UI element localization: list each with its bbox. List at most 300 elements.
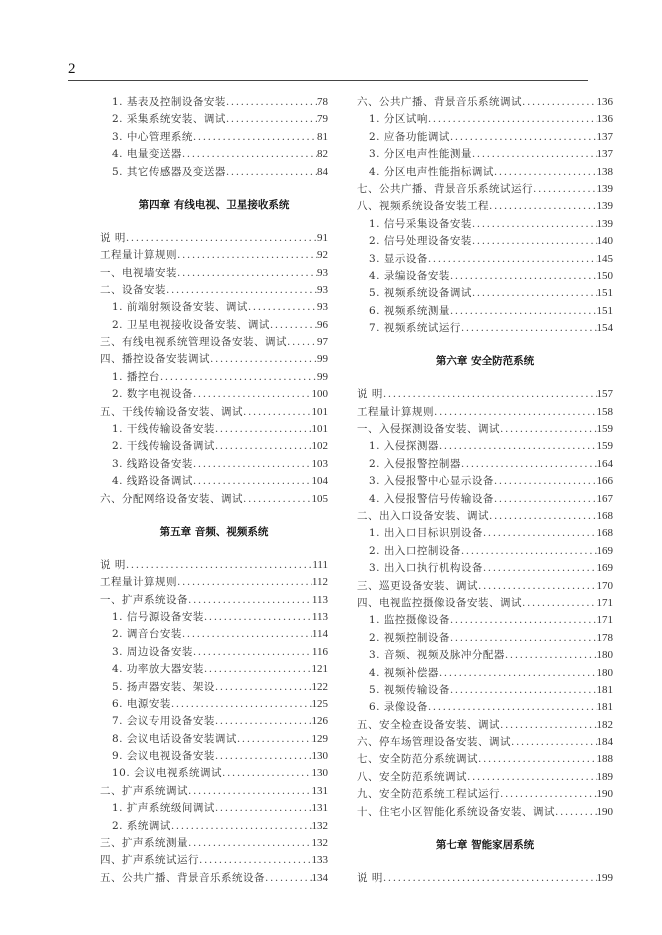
entry-title: 1. 基表及控制设备安装 xyxy=(112,96,226,108)
entry-title: 2. 入侵报警控制器 xyxy=(369,457,461,470)
entry-page: 99 xyxy=(317,370,328,383)
entry-page: 105 xyxy=(311,492,328,505)
toc-entry[interactable] xyxy=(357,769,613,786)
toc-subentry[interactable] xyxy=(100,609,328,626)
entry-title: 工程量计算规则 xyxy=(100,249,177,262)
leader-dots xyxy=(182,626,312,643)
entry-page: 168 xyxy=(596,527,613,540)
toc-subentry[interactable] xyxy=(357,491,613,508)
toc-subentry[interactable] xyxy=(100,299,328,316)
toc-subentry[interactable] xyxy=(100,748,328,765)
entry-title: 五、公共广播、背景音乐系统设备 xyxy=(100,871,265,884)
toc-entry[interactable] xyxy=(100,351,328,368)
leader-dots xyxy=(489,508,597,525)
toc-subentry[interactable] xyxy=(357,164,613,181)
toc-subentry[interactable] xyxy=(100,644,328,661)
leader-dots xyxy=(215,713,312,730)
entry-page: 167 xyxy=(596,492,613,505)
entry-page: 93 xyxy=(317,301,328,314)
entry-title: 1. 分区试响 xyxy=(369,113,428,126)
entry-page: 132 xyxy=(311,837,328,850)
entry-page: 178 xyxy=(596,631,613,644)
leader-dots xyxy=(237,731,312,748)
leader-dots xyxy=(522,94,597,111)
entry-page: 84 xyxy=(317,165,328,178)
page-number: 2 xyxy=(68,61,76,77)
entry-page: 139 xyxy=(596,200,613,213)
entry-page: 132 xyxy=(311,819,328,832)
leader-dots xyxy=(215,748,312,765)
toc-entry[interactable] xyxy=(100,557,328,574)
leader-dots xyxy=(461,456,597,473)
leader-dots xyxy=(193,386,312,403)
entry-page: 199 xyxy=(596,871,613,884)
leader-dots xyxy=(177,574,312,591)
entry-title: 四、电视监控摄像设备安装、调试 xyxy=(357,596,522,609)
entry-page: 78 xyxy=(317,96,328,108)
entry-page: 140 xyxy=(596,235,613,248)
leader-dots xyxy=(193,129,317,146)
entry-page: 159 xyxy=(596,440,613,453)
toc-entry[interactable] xyxy=(357,804,613,821)
leader-dots xyxy=(428,111,597,128)
entry-title: 1. 扩声系统级间调试 xyxy=(112,802,215,815)
toc-entry[interactable] xyxy=(357,870,613,887)
entry-page: 180 xyxy=(596,666,613,679)
toc-subentry[interactable] xyxy=(357,560,613,577)
toc-entry[interactable] xyxy=(100,247,328,264)
toc-entry[interactable] xyxy=(357,717,613,734)
toc-subentry[interactable] xyxy=(357,216,613,233)
entry-page: 138 xyxy=(596,165,613,178)
leader-dots xyxy=(450,682,597,699)
toc-subentry[interactable] xyxy=(357,320,613,337)
leader-dots xyxy=(215,800,312,817)
toc-subentry[interactable] xyxy=(100,713,328,730)
toc-entry[interactable] xyxy=(100,265,328,282)
entry-page: 99 xyxy=(317,353,328,366)
leader-dots xyxy=(494,491,597,508)
entry-title: 1. 监控摄像设备 xyxy=(369,614,450,627)
leader-dots xyxy=(555,804,597,821)
leader-dots xyxy=(450,630,597,647)
toc-entry[interactable] xyxy=(100,404,328,421)
entry-title: 10. 会议电视系统调试 xyxy=(112,767,223,780)
toc-entry[interactable] xyxy=(100,230,328,247)
entry-title: 六、分配网络设备安装、调试 xyxy=(100,492,243,505)
toc-subentry[interactable] xyxy=(100,94,328,111)
entry-page: 114 xyxy=(311,628,328,641)
toc-subentry[interactable] xyxy=(357,303,613,320)
entry-page: 190 xyxy=(596,805,613,818)
entry-page: 139 xyxy=(596,182,613,195)
entry-page: 113 xyxy=(311,610,328,623)
entry-title: 3. 显示设备 xyxy=(369,252,428,265)
entry-title: 工程量计算规则 xyxy=(100,576,177,589)
entry-page: 136 xyxy=(596,113,613,126)
entry-page: 184 xyxy=(596,736,613,749)
entry-page: 134 xyxy=(311,871,328,884)
leader-dots xyxy=(188,592,312,609)
entry-title: 3. 分区电声性能测量 xyxy=(369,148,472,161)
entry-title: 二、扩声系统调试 xyxy=(100,784,188,797)
toc-entry[interactable] xyxy=(100,852,328,869)
toc-subentry[interactable] xyxy=(100,421,328,438)
entry-page: 170 xyxy=(596,579,613,592)
toc-subentry[interactable] xyxy=(357,456,613,473)
leader-dots xyxy=(171,818,312,835)
entry-page: 131 xyxy=(311,784,328,797)
entry-title: 一、电视墙安装 xyxy=(100,266,177,279)
entry-page: 169 xyxy=(596,544,613,557)
toc-subentry[interactable] xyxy=(100,129,328,146)
entry-title: 说 明 xyxy=(100,558,126,571)
entry-title: 1. 播控台 xyxy=(112,370,160,383)
entry-title: 4. 电量变送器 xyxy=(112,148,182,161)
leader-dots xyxy=(188,783,312,800)
toc-subentry[interactable] xyxy=(357,682,613,699)
toc-subentry[interactable] xyxy=(357,699,613,716)
entry-page: 133 xyxy=(311,854,328,867)
entry-title: 1. 出入口目标识别设备 xyxy=(369,527,483,540)
entry-page: 154 xyxy=(596,322,613,335)
leader-dots xyxy=(204,661,312,678)
entry-page: 79 xyxy=(317,113,328,126)
leader-dots xyxy=(500,421,597,438)
entry-title: 2. 数字电视设备 xyxy=(112,388,193,401)
entry-title: 六、公共广播、背景音乐系统调试 xyxy=(357,96,522,108)
toc-subentry[interactable] xyxy=(100,626,328,643)
toc-entry[interactable] xyxy=(357,421,613,438)
entry-title: 1. 信号源设备安装 xyxy=(112,610,204,623)
toc-subentry[interactable] xyxy=(100,661,328,678)
entry-title: 3. 入侵报警中心显示设备 xyxy=(369,475,494,488)
leader-dots xyxy=(439,438,597,455)
toc-subentry[interactable] xyxy=(357,543,613,560)
entry-title: 4. 视频补偿器 xyxy=(369,666,439,679)
entry-title: 八、视频系统设备安装工程 xyxy=(357,200,489,213)
entry-title: 1. 入侵探测器 xyxy=(369,440,439,453)
leader-dots xyxy=(533,181,597,198)
leader-dots xyxy=(166,282,317,299)
toc-entry[interactable] xyxy=(100,835,328,852)
entry-page: 181 xyxy=(596,683,613,696)
leader-dots xyxy=(522,595,597,612)
leader-dots xyxy=(494,473,597,490)
entry-title: 三、有线电视系统管理设备安装、调试 xyxy=(100,336,287,349)
chapter-heading: 第五章 音频、视频系统 xyxy=(159,526,269,538)
entry-page: 93 xyxy=(317,266,328,279)
toc-subentry[interactable] xyxy=(357,111,613,128)
entry-page: 93 xyxy=(317,283,328,296)
entry-page: 113 xyxy=(311,593,328,606)
leader-dots xyxy=(226,94,317,111)
toc-entry[interactable] xyxy=(357,751,613,768)
entry-title: 2. 采集系统安装、调试 xyxy=(112,113,226,126)
toc-subentry[interactable] xyxy=(100,164,328,181)
entry-title: 4. 功率放大器安装 xyxy=(112,663,204,676)
chapter-heading: 第四章 有线电视、卫星接收系统 xyxy=(138,198,290,211)
entry-page: 102 xyxy=(311,440,328,453)
toc-subentry[interactable] xyxy=(357,525,613,542)
leader-dots xyxy=(177,265,317,282)
toc-entry[interactable] xyxy=(357,198,613,215)
toc-entry[interactable] xyxy=(357,94,613,111)
toc-entry[interactable] xyxy=(100,282,328,299)
entry-title: 工程量计算规则 xyxy=(357,405,434,418)
toc-subentry[interactable] xyxy=(100,146,328,163)
entry-title: 2. 应备功能调试 xyxy=(369,130,450,143)
entry-title: 五、干线传输设备安装、调试 xyxy=(100,405,243,418)
entry-title: 3. 线路设备安装 xyxy=(112,457,193,470)
toc-right-column xyxy=(357,94,613,887)
toc-entry[interactable] xyxy=(357,386,613,403)
entry-title: 一、入侵探测设备安装、调试 xyxy=(357,423,500,436)
entry-page: 100 xyxy=(311,388,328,401)
leader-dots xyxy=(182,146,317,163)
entry-title: 3. 出入口执行机构设备 xyxy=(369,562,483,575)
leader-dots xyxy=(500,717,597,734)
entry-title: 五、安全检查设备安装、调试 xyxy=(357,718,500,731)
entry-page: 129 xyxy=(311,732,328,745)
toc-subentry[interactable] xyxy=(357,285,613,302)
entry-title: 2. 卫星电视接收设备安装、调试 xyxy=(112,318,270,331)
toc-entry[interactable] xyxy=(357,508,613,525)
toc-entry[interactable] xyxy=(357,595,613,612)
leader-dots xyxy=(210,351,317,368)
leader-dots xyxy=(177,247,317,264)
chapter-heading: 第七章 智能家居系统 xyxy=(435,839,535,852)
entry-page: 125 xyxy=(311,697,328,710)
entry-title: 6. 视频系统测量 xyxy=(369,304,450,317)
entry-page: 126 xyxy=(311,715,328,728)
toc-subentry[interactable] xyxy=(357,612,613,629)
entry-page: 111 xyxy=(312,558,328,571)
leader-dots xyxy=(489,198,597,215)
leader-dots xyxy=(204,609,312,626)
toc-subentry[interactable] xyxy=(100,438,328,455)
leader-dots xyxy=(511,734,597,751)
entry-page: 130 xyxy=(311,767,328,780)
toc-subentry[interactable] xyxy=(100,731,328,748)
entry-title: 2. 系统调试 xyxy=(112,819,171,832)
entry-title: 一、扩声系统设备 xyxy=(100,593,188,606)
entry-page: 150 xyxy=(596,269,613,282)
leader-dots xyxy=(472,233,597,250)
leader-dots xyxy=(171,696,312,713)
entry-title: 三、扩声系统测量 xyxy=(100,837,188,850)
toc-subentry[interactable] xyxy=(100,369,328,386)
entry-page: 166 xyxy=(596,475,613,488)
entry-title: 4. 录编设备安装 xyxy=(369,269,450,282)
leader-dots xyxy=(478,751,597,768)
toc-subentry[interactable] xyxy=(100,800,328,817)
entry-page: 164 xyxy=(596,457,613,470)
toc-subentry[interactable] xyxy=(100,473,328,490)
toc-entry[interactable] xyxy=(357,786,613,803)
leader-dots xyxy=(428,699,597,716)
entry-title: 二、出入口设备安装、调试 xyxy=(357,510,489,522)
toc-entry[interactable] xyxy=(100,334,328,351)
entry-page: 92 xyxy=(317,249,328,262)
leader-dots xyxy=(483,525,597,542)
entry-title: 2. 出入口控制设备 xyxy=(369,544,461,557)
toc-left-column xyxy=(100,94,328,887)
entry-title: 6. 电源安装 xyxy=(112,697,171,710)
leader-dots xyxy=(226,164,317,181)
toc-subentry[interactable] xyxy=(100,696,328,713)
leader-dots xyxy=(494,164,597,181)
leader-dots xyxy=(243,491,312,508)
toc-subentry[interactable] xyxy=(100,818,328,835)
entry-title: 1. 信号采集设备安装 xyxy=(369,217,472,230)
toc-subentry[interactable] xyxy=(100,111,328,128)
entry-title: 2. 信号处理设备安装 xyxy=(369,235,472,248)
toc-subentry[interactable] xyxy=(100,765,328,782)
toc-subentry[interactable] xyxy=(357,647,613,664)
entry-title: 说 明 xyxy=(100,231,126,244)
leader-dots xyxy=(450,268,597,285)
toc-entry[interactable] xyxy=(357,181,613,198)
entry-title: 9. 会议电视设备安装 xyxy=(112,750,215,763)
toc-subentry[interactable] xyxy=(100,679,328,696)
toc-subentry[interactable] xyxy=(357,268,613,285)
entry-page: 136 xyxy=(596,96,613,108)
leader-dots xyxy=(270,317,317,334)
entry-page: 181 xyxy=(596,701,613,714)
leader-dots xyxy=(193,473,312,490)
leader-dots xyxy=(383,386,597,403)
toc-subentry[interactable] xyxy=(357,438,613,455)
leader-dots xyxy=(160,369,317,386)
entry-title: 4. 线路设备调试 xyxy=(112,475,193,488)
entry-page: 159 xyxy=(596,423,613,436)
entry-title: 4. 入侵报警信号传输设备 xyxy=(369,492,494,505)
leader-dots xyxy=(243,404,312,421)
leader-dots xyxy=(450,303,597,320)
entry-page: 151 xyxy=(596,304,613,317)
entry-title: 八、安全防范系统调试 xyxy=(357,770,467,783)
toc-subentry[interactable] xyxy=(357,251,613,268)
leader-dots xyxy=(478,578,597,595)
toc-entry[interactable] xyxy=(357,734,613,751)
entry-title: 2. 视频控制设备 xyxy=(369,631,450,644)
entry-title: 5. 其它传感器及变送器 xyxy=(112,165,226,178)
leader-dots xyxy=(188,835,312,852)
leader-dots xyxy=(472,216,597,233)
entry-page: 139 xyxy=(596,217,613,230)
leader-dots xyxy=(461,320,597,337)
leader-dots xyxy=(215,679,312,696)
toc-subentry[interactable] xyxy=(357,630,613,647)
leader-dots xyxy=(467,769,597,786)
leader-dots xyxy=(434,404,597,421)
toc-entry[interactable] xyxy=(100,491,328,508)
entry-title: 2. 调音台安装 xyxy=(112,628,182,641)
toc-subentry[interactable] xyxy=(357,233,613,250)
entry-page: 112 xyxy=(311,576,328,589)
entry-page: 131 xyxy=(311,802,328,815)
entry-page: 101 xyxy=(311,423,328,436)
entry-page: 101 xyxy=(311,405,328,418)
entry-page: 137 xyxy=(596,148,613,161)
entry-page: 158 xyxy=(596,405,613,418)
entry-title: 二、设备安装 xyxy=(100,283,166,296)
leader-dots xyxy=(439,665,597,682)
entry-title: 5. 视频传输设备 xyxy=(369,683,450,696)
toc-subentry[interactable] xyxy=(100,386,328,403)
leader-dots xyxy=(215,421,312,438)
entry-page: 137 xyxy=(596,130,613,143)
entry-title: 七、安全防范分系统调试 xyxy=(357,753,478,766)
toc-subentry[interactable] xyxy=(357,129,613,146)
leader-dots xyxy=(472,285,597,302)
entry-title: 3. 中心管理系统 xyxy=(112,130,193,143)
toc-subentry[interactable] xyxy=(100,456,328,473)
toc-entry[interactable] xyxy=(100,592,328,609)
entry-title: 九、安全防范系统工程试运行 xyxy=(357,788,500,801)
entry-title: 6. 录像设备 xyxy=(369,701,428,714)
entry-page: 169 xyxy=(596,562,613,575)
leader-dots xyxy=(248,299,317,316)
chapter-heading: 第六章 安全防范系统 xyxy=(435,355,535,368)
leader-dots xyxy=(450,612,597,629)
entry-title: 8. 会议电话设备安装调试 xyxy=(112,732,237,745)
leader-dots xyxy=(287,334,317,351)
entry-page: 130 xyxy=(311,750,328,763)
entry-page: 151 xyxy=(596,287,613,300)
toc-entry[interactable] xyxy=(357,404,613,421)
leader-dots xyxy=(483,560,597,577)
entry-title: 说 明 xyxy=(357,388,383,401)
toc-subentry[interactable] xyxy=(357,146,613,163)
entry-title: 7. 会议专用设备安装 xyxy=(112,715,215,728)
toc-entry[interactable] xyxy=(100,870,328,887)
entry-page: 116 xyxy=(311,645,328,658)
leader-dots xyxy=(461,543,597,560)
leader-dots xyxy=(383,870,597,887)
entry-title: 三、巡更设备安装、调试 xyxy=(357,579,478,592)
entry-page: 190 xyxy=(596,788,613,801)
toc-subentry[interactable] xyxy=(357,473,613,490)
entry-page: 182 xyxy=(596,718,613,731)
leader-dots xyxy=(428,251,597,268)
toc-entry[interactable] xyxy=(357,578,613,595)
toc-entry[interactable] xyxy=(100,574,328,591)
entry-page: 168 xyxy=(596,510,613,522)
leader-dots xyxy=(472,146,597,163)
entry-title: 3. 音频、视频及脉冲分配器 xyxy=(369,649,505,662)
entry-title: 说 明 xyxy=(357,871,383,884)
leader-dots xyxy=(222,765,311,782)
leader-dots xyxy=(500,786,597,803)
entry-title: 十、住宅小区智能化系统设备安装、调试 xyxy=(357,805,555,818)
entry-title: 5. 视频系统设备调试 xyxy=(369,287,472,300)
leader-dots xyxy=(193,644,312,661)
entry-title: 四、扩声系统试运行 xyxy=(100,854,199,867)
entry-page: 82 xyxy=(317,148,328,161)
toc-subentry[interactable] xyxy=(100,317,328,334)
entry-page: 122 xyxy=(311,680,328,693)
entry-title: 六、停车场管理设备安装、调试 xyxy=(357,736,511,749)
toc-subentry[interactable] xyxy=(357,665,613,682)
entry-page: 188 xyxy=(596,753,613,766)
entry-page: 104 xyxy=(311,475,328,488)
toc-entry[interactable] xyxy=(100,783,328,800)
entry-title: 七、公共广播、背景音乐系统试运行 xyxy=(357,182,533,195)
entry-page: 145 xyxy=(596,252,613,265)
leader-dots xyxy=(505,647,597,664)
